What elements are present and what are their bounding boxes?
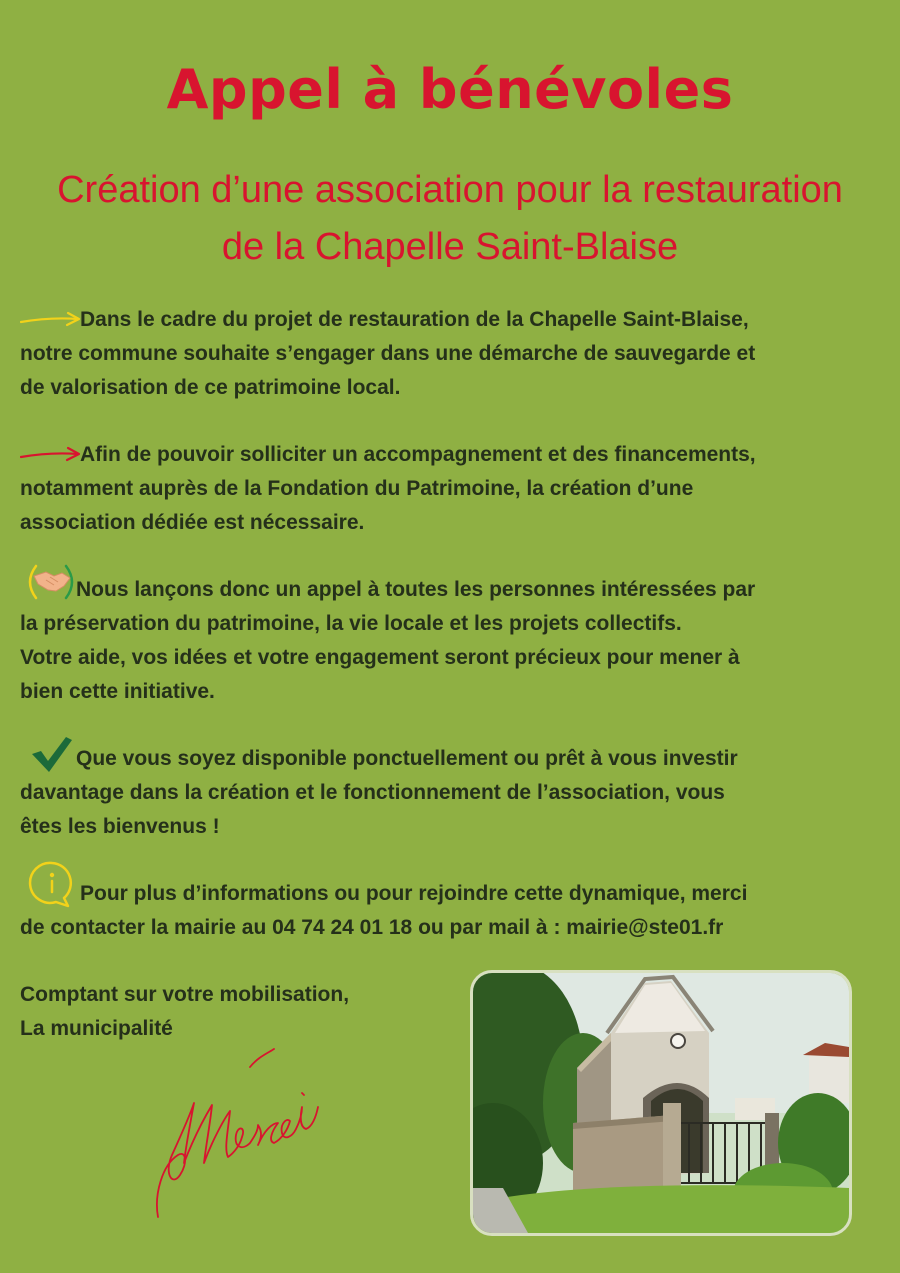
paragraph-line: Votre aide, vos idées et votre engagement seront précieux pour mener à <box>20 646 740 669</box>
paragraph-line: de contacter la mairie au 04 74 24 01 18 ou par mail à : mairie@ste01.fr <box>20 916 724 939</box>
paragraph-project <box>20 303 882 405</box>
paragraph-line: Que vous soyez disponible ponctuellement ou prêt à vous investir <box>76 747 738 770</box>
merci-signature <box>150 1045 330 1225</box>
paragraph-line: bien cette initiative. <box>20 680 215 703</box>
paragraph-line: la préservation du patrimoine, la vie locale et les projets collectifs. <box>20 612 682 635</box>
paragraph-line: de valorisation de ce patrimoine local. <box>20 376 401 399</box>
paragraph-line: notamment auprès de la Fondation du Patrimoine, la création d’une <box>20 477 694 500</box>
paragraph-line: Nous lançons donc un appel à toutes les personnes intéressées par <box>76 578 756 601</box>
page-subtitle <box>10 162 890 276</box>
closing-line: La municipalité <box>20 1017 173 1040</box>
paragraph-line: davantage dans la création et le fonctionnement de l’association, vous <box>20 781 725 804</box>
paragraph-contact <box>20 877 882 945</box>
paragraph-line: association dédiée est nécessaire. <box>20 511 365 534</box>
paragraph-line: êtes les bienvenus ! <box>20 815 220 838</box>
chapel-illustration <box>473 973 849 1233</box>
paragraph-line: Dans le cadre du projet de restauration de la Chapelle Saint-Blaise, <box>80 308 749 331</box>
paragraph-call <box>20 573 882 709</box>
closing-text <box>20 978 349 1046</box>
closing-line: Comptant sur votre mobilisation, <box>20 983 350 1006</box>
paragraph-line: Pour plus d’informations ou pour rejoindre cette dynamique, merci <box>80 882 748 905</box>
subtitle-line-1: Création d’une association pour la restauration <box>57 169 843 211</box>
paragraph-funding <box>20 438 882 540</box>
paragraph-welcome <box>20 742 882 844</box>
paragraph-line: Afin de pouvoir solliciter un accompagnement et des financements, <box>80 443 756 466</box>
chapel-photo <box>470 970 852 1236</box>
paragraph-line: notre commune souhaite s’engager dans une démarche de sauvegarde et <box>20 342 756 365</box>
subtitle-line-2: de la Chapelle Saint-Blaise <box>221 226 679 268</box>
page-title: Appel à bénévoles <box>166 58 734 121</box>
